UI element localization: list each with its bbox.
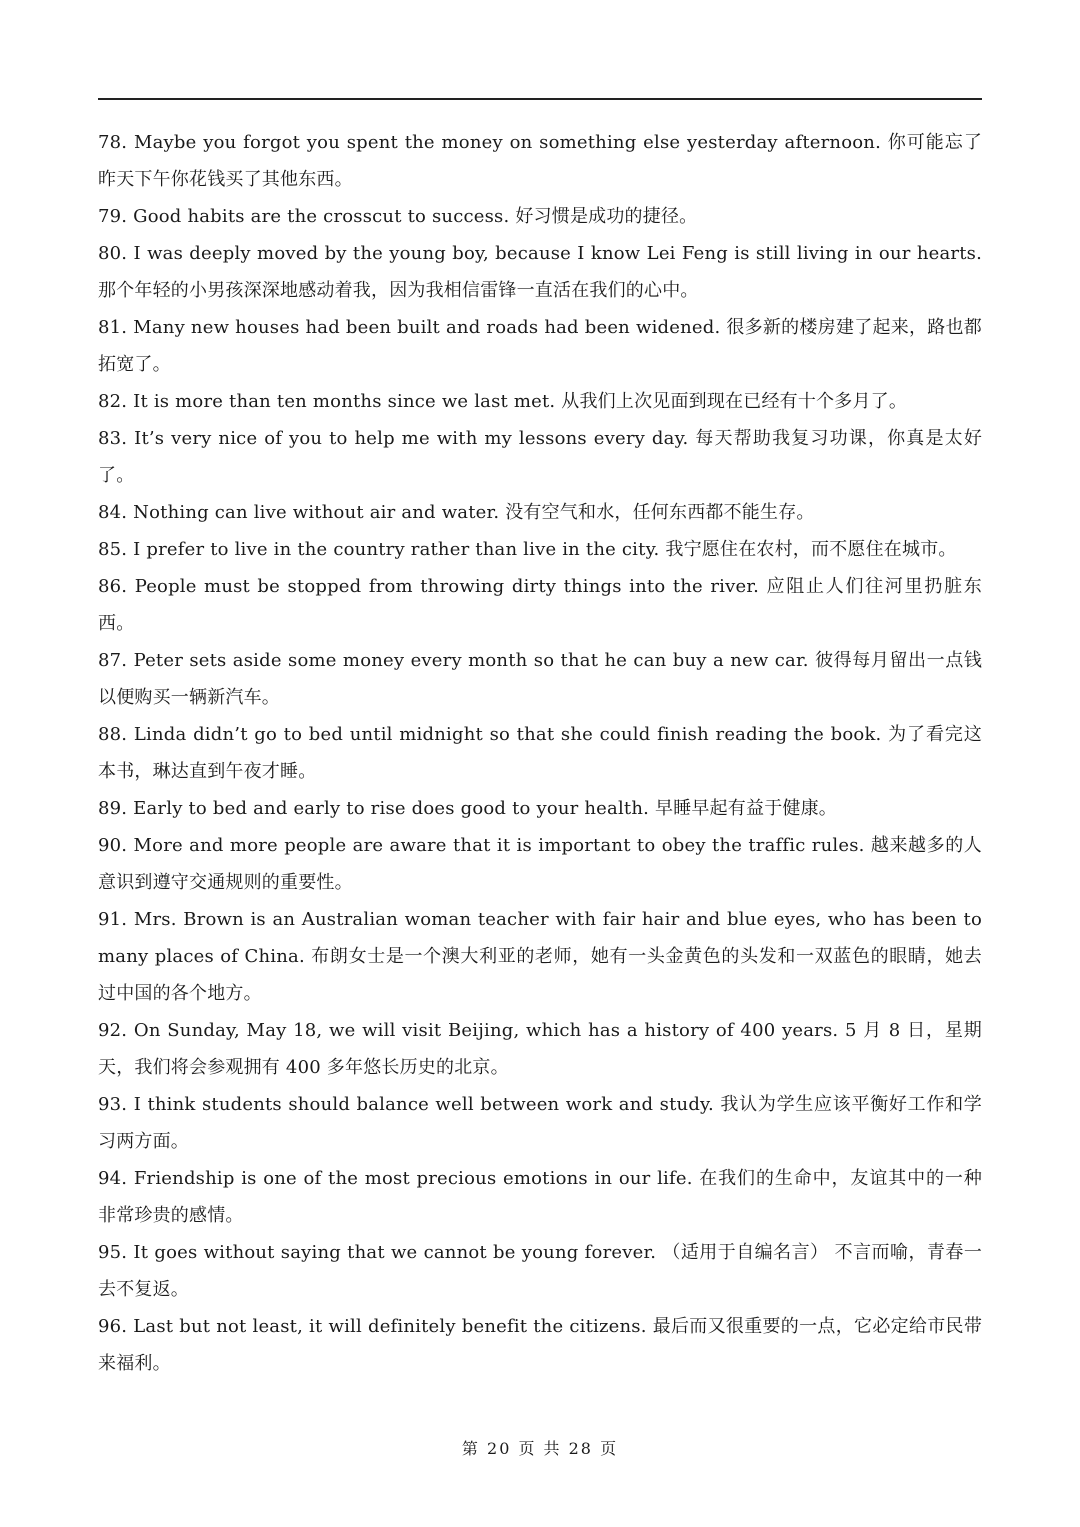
sentence-chinese: 每天帮助我复习功课，你真是太好了。 [98,428,983,486]
sentence-chinese: 很多新的楼房建了起来，路也都拓宽了。 [98,317,982,375]
sentence-english: I was deeply moved by the young boy, because I know Lei Feng is still living in our hearts. [133,243,982,264]
sentence-82 [98,383,982,420]
sentence-94 [98,1160,982,1234]
sentence-english: On Sunday, May 18, we will visit Beijing, which has a history of 400 years. [133,1020,839,1041]
sentence-chinese: 彼得每月留出一点钱以便购买一辆新汽车。 [98,650,983,708]
sentence-english: Friendship is one of the most precious emotions in our life. [133,1168,693,1189]
sentence-number: 85. [98,539,128,560]
sentence-81 [98,309,982,383]
sentence-english: People must be stopped from throwing dirty things into the river. [134,576,760,597]
sentence-79 [98,198,982,235]
sentence-87 [98,642,982,716]
sentence-chinese: 我认为学生应该平衡好工作和学习两方面。 [98,1094,983,1152]
sentence-number: 82. [98,391,128,412]
sentence-80 [98,235,982,309]
sentence-95 [98,1234,982,1308]
sentence-88 [98,716,982,790]
sentence-chinese: 我宁愿住在农村，而不愿住在城市。 [665,539,957,560]
sentence-84 [98,494,982,531]
sentence-chinese: 越来越多的人意识到遵守交通规则的重要性。 [98,835,983,893]
sentence-83 [98,420,982,494]
sentence-chinese: 你可能忘了昨天下午你花钱买了其他东西。 [98,132,983,190]
sentence-93 [98,1086,982,1160]
sentence-english: More and more people are aware that it is important to obey the traffic rules. [133,835,865,856]
sentence-number: 83. [98,428,128,449]
sentence-number: 79. [98,206,128,227]
sentence-85 [98,531,982,568]
sentence-english: Good habits are the crosscut to success. [133,206,510,227]
sentence-number: 80. [98,243,128,264]
header-rule [98,98,982,100]
sentence-english: Maybe you forgot you spent the money on something else yesterday afternoon. [133,132,881,153]
sentence-96 [98,1308,982,1382]
sentence-number: 86. [98,576,128,597]
sentence-list [98,124,982,1382]
sentence-number: 92. [98,1020,128,1041]
sentence-91 [98,901,982,1012]
sentence-chinese: 早睡早起有益于健康。 [655,798,837,819]
sentence-english: Last but not least, it will definitely benefit the citizens. [133,1316,647,1337]
sentence-number: 90. [98,835,128,856]
sentence-english: It goes without saying that we cannot be young forever. [133,1242,657,1263]
sentence-chinese: 没有空气和水，任何东西都不能生存。 [505,502,815,523]
sentence-number: 89. [98,798,128,819]
sentence-chinese: 好习惯是成功的捷径。 [515,206,698,227]
sentence-english: Peter sets aside some money every month so that he can buy a new car. [133,650,809,671]
sentence-number: 78. [98,132,128,153]
sentence-english: It’s very nice of you to help me with my lessons every day. [134,428,689,449]
sentence-86 [98,568,982,642]
sentence-english: Linda didn’t go to bed until midnight so that she could finish reading the book. [133,724,882,745]
sentence-number: 95. [98,1242,128,1263]
sentence-number: 93. [98,1094,128,1115]
sentence-90 [98,827,982,901]
sentence-chinese: （适用于自编名言） 不言而喻，青春一去不复返。 [98,1242,983,1300]
page-number: 第 20 页 共 28 页 [461,1439,619,1458]
sentence-chinese: 在我们的生命中，友谊其中的一种非常珍贵的感情。 [98,1168,983,1226]
sentence-english: I prefer to live in the country rather than live in the city. [133,539,660,560]
sentence-number: 87. [98,650,128,671]
sentence-92 [98,1012,982,1086]
sentence-chinese: 那个年轻的小男孩深深地感动着我，因为我相信雷锋一直活在我们的心中。 [98,280,699,301]
sentence-number: 88. [98,724,128,745]
sentence-89 [98,790,982,827]
sentence-english: I think students should balance well between work and study. [133,1094,714,1115]
sentence-english: It is more than ten months since we last met. [133,391,556,412]
sentence-78 [98,124,982,198]
sentence-chinese: 布朗女士是一个澳大利亚的老师，她有一头金黄色的头发和一双蓝色的眼睛，她去过中国的各个地方。 [98,946,983,1004]
sentence-english: Early to bed and early to rise does good to your health. [133,798,650,819]
sentence-chinese: 应阻止人们往河里扔脏东西。 [98,576,983,634]
sentence-english: Many new houses had been built and roads had been widened. [133,317,721,338]
sentence-number: 94. [98,1168,128,1189]
sentence-number: 96. [98,1316,128,1337]
sentence-number: 91. [98,909,128,930]
sentence-english: Nothing can live without air and water. [133,502,500,523]
sentence-english: Mrs. Brown is an Australian woman teacher with fair hair and blue eyes, who has been to many places of China. [98,909,982,967]
sentence-chinese: 5 月 8 日，星期天，我们将会参观拥有 400 多年悠长历史的北京。 [98,1020,983,1078]
sentence-chinese: 最后而又很重要的一点，它必定给市民带来福利。 [98,1316,983,1374]
sentence-chinese: 为了看完这本书，琳达直到午夜才睡。 [98,724,982,782]
sentence-number: 81. [98,317,128,338]
sentence-number: 84. [98,502,128,523]
sentence-chinese: 从我们上次见面到现在已经有十个多月了。 [561,391,908,412]
